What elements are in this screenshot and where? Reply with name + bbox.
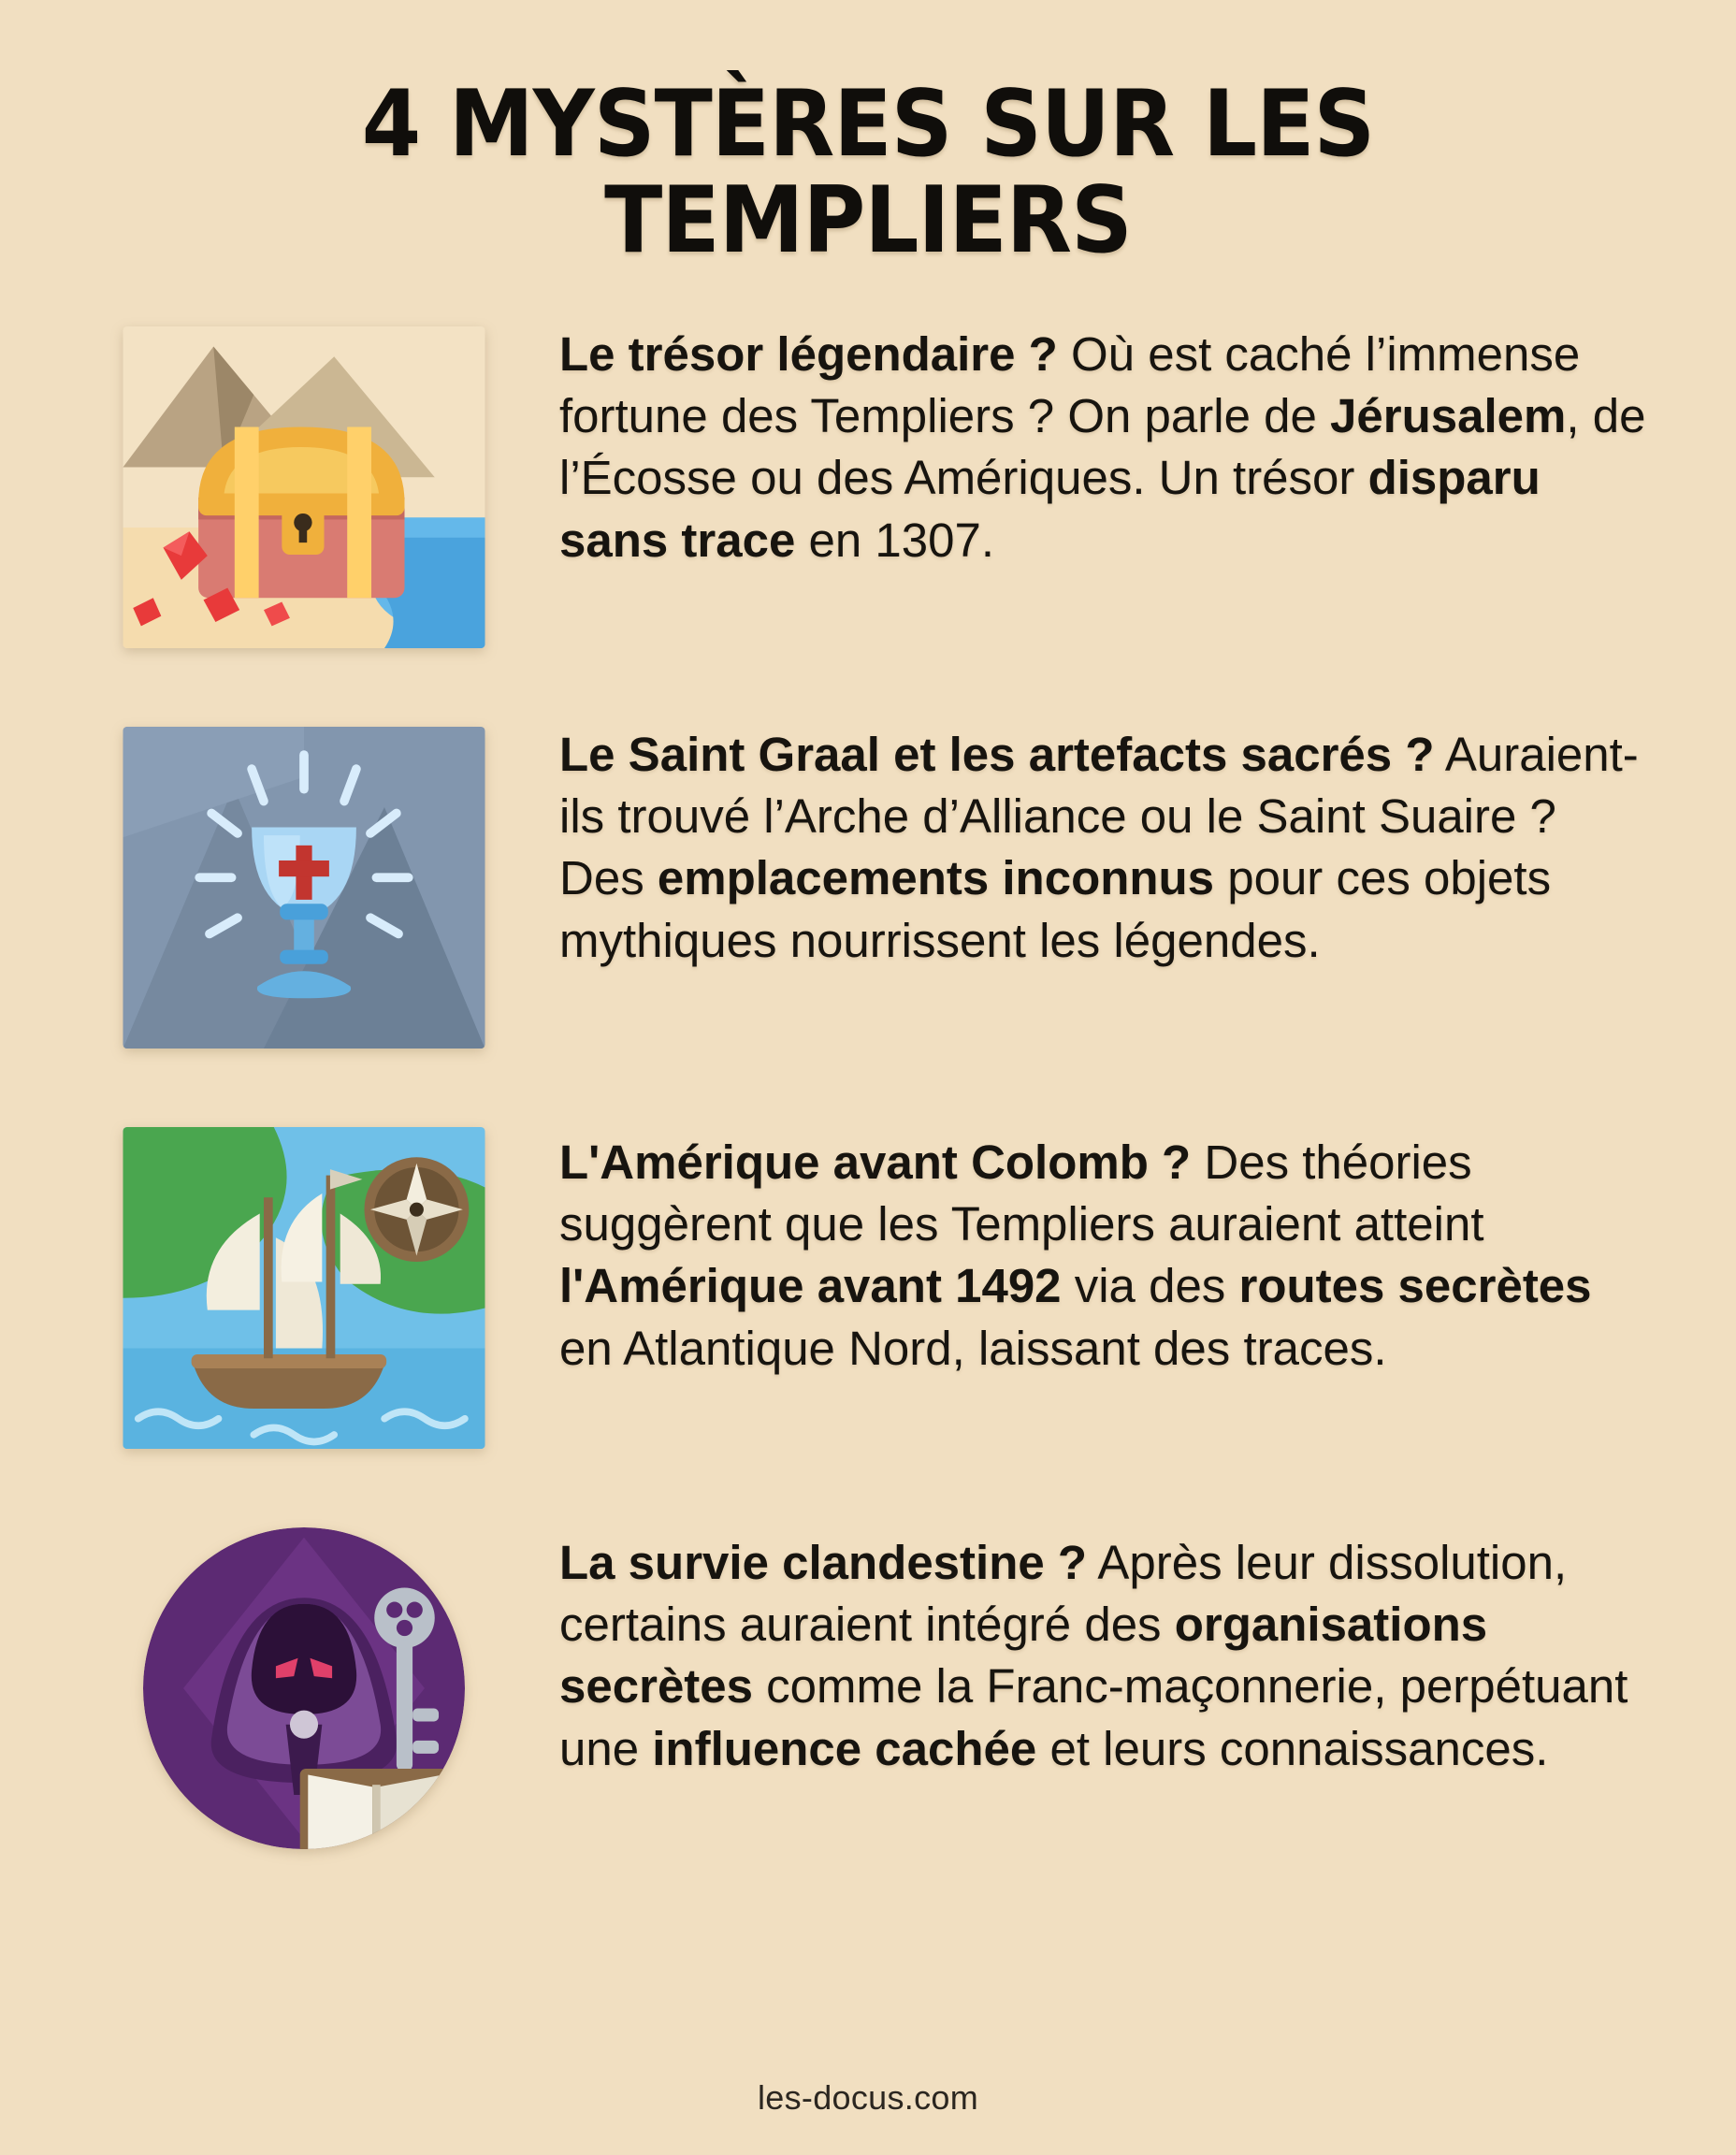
list-item-text	[559, 1508, 1652, 1780]
holy-grail-icon	[103, 707, 505, 1063]
list-item-body-2: pour ces objets mythiques nourrissent les légendes.	[559, 851, 1552, 967]
list-item-body-1: Des théories suggèrent que les Templiers auraient atteint	[559, 1135, 1484, 1251]
list-item	[103, 307, 1652, 662]
list-item-bold-1: emplacements inconnus	[657, 851, 1215, 905]
list-item-bold-2: influence cachée	[652, 1721, 1037, 1775]
list-item-body-3: et leurs connaissances.	[1036, 1721, 1549, 1775]
list-item-bold-1: Jérusalem	[1330, 389, 1567, 443]
list-item	[103, 1508, 1652, 1863]
list-item-body-1: Après leur dissolution, certains auraient intégré des	[559, 1535, 1568, 1652]
list-item-bold-2: disparu sans trace	[559, 451, 1541, 567]
list-item-bold-2: routes secrètes	[1238, 1259, 1592, 1313]
list-item-lead: Le trésor légendaire ?	[559, 326, 1058, 381]
list-item	[103, 707, 1652, 1063]
footer-source: les-docus.com	[758, 2078, 978, 2117]
list-item-lead: L'Amérique avant Colomb ?	[559, 1135, 1192, 1189]
list-item-body-1: Où est caché l’immense fortune des Templiers ? On parle de	[559, 326, 1581, 443]
list-item-body-3: en Atlantique Nord, laissant des traces.	[559, 1321, 1387, 1375]
list-item-text	[559, 1107, 1652, 1380]
list-item	[103, 1107, 1652, 1463]
sailing-ship-compass-icon	[103, 1107, 505, 1463]
list-item-lead: Le Saint Graal et les artefacts sacrés ?	[559, 727, 1435, 781]
list-item-lead: La survie clandestine ?	[559, 1535, 1088, 1589]
list-item-body-1: Auraient-ils trouvé l’Arche d’Alliance ou le Saint Suaire ? Des	[559, 727, 1639, 905]
list-item-body-2: via des	[1061, 1259, 1239, 1313]
page-title: 4 MYSTÈRES SUR LES TEMPLIERS	[361, 71, 1375, 274]
list-item-text	[559, 707, 1652, 972]
list-item-body-3: en 1307.	[795, 513, 995, 567]
list-item-bold-1: l'Amérique avant 1492	[559, 1259, 1062, 1313]
hooded-figure-key-book-icon	[103, 1508, 505, 1863]
list-item-body-2: comme la Franc-maçonnerie, perpétuant une	[559, 1659, 1628, 1775]
mystery-list	[65, 307, 1671, 2061]
list-item-bold-1: organisations secrètes	[559, 1598, 1488, 1714]
list-item-body-2: , de l’Écosse ou des Amériques. Un trésor	[559, 389, 1646, 505]
list-item-text	[559, 307, 1652, 571]
treasure-chest-icon	[103, 307, 505, 662]
